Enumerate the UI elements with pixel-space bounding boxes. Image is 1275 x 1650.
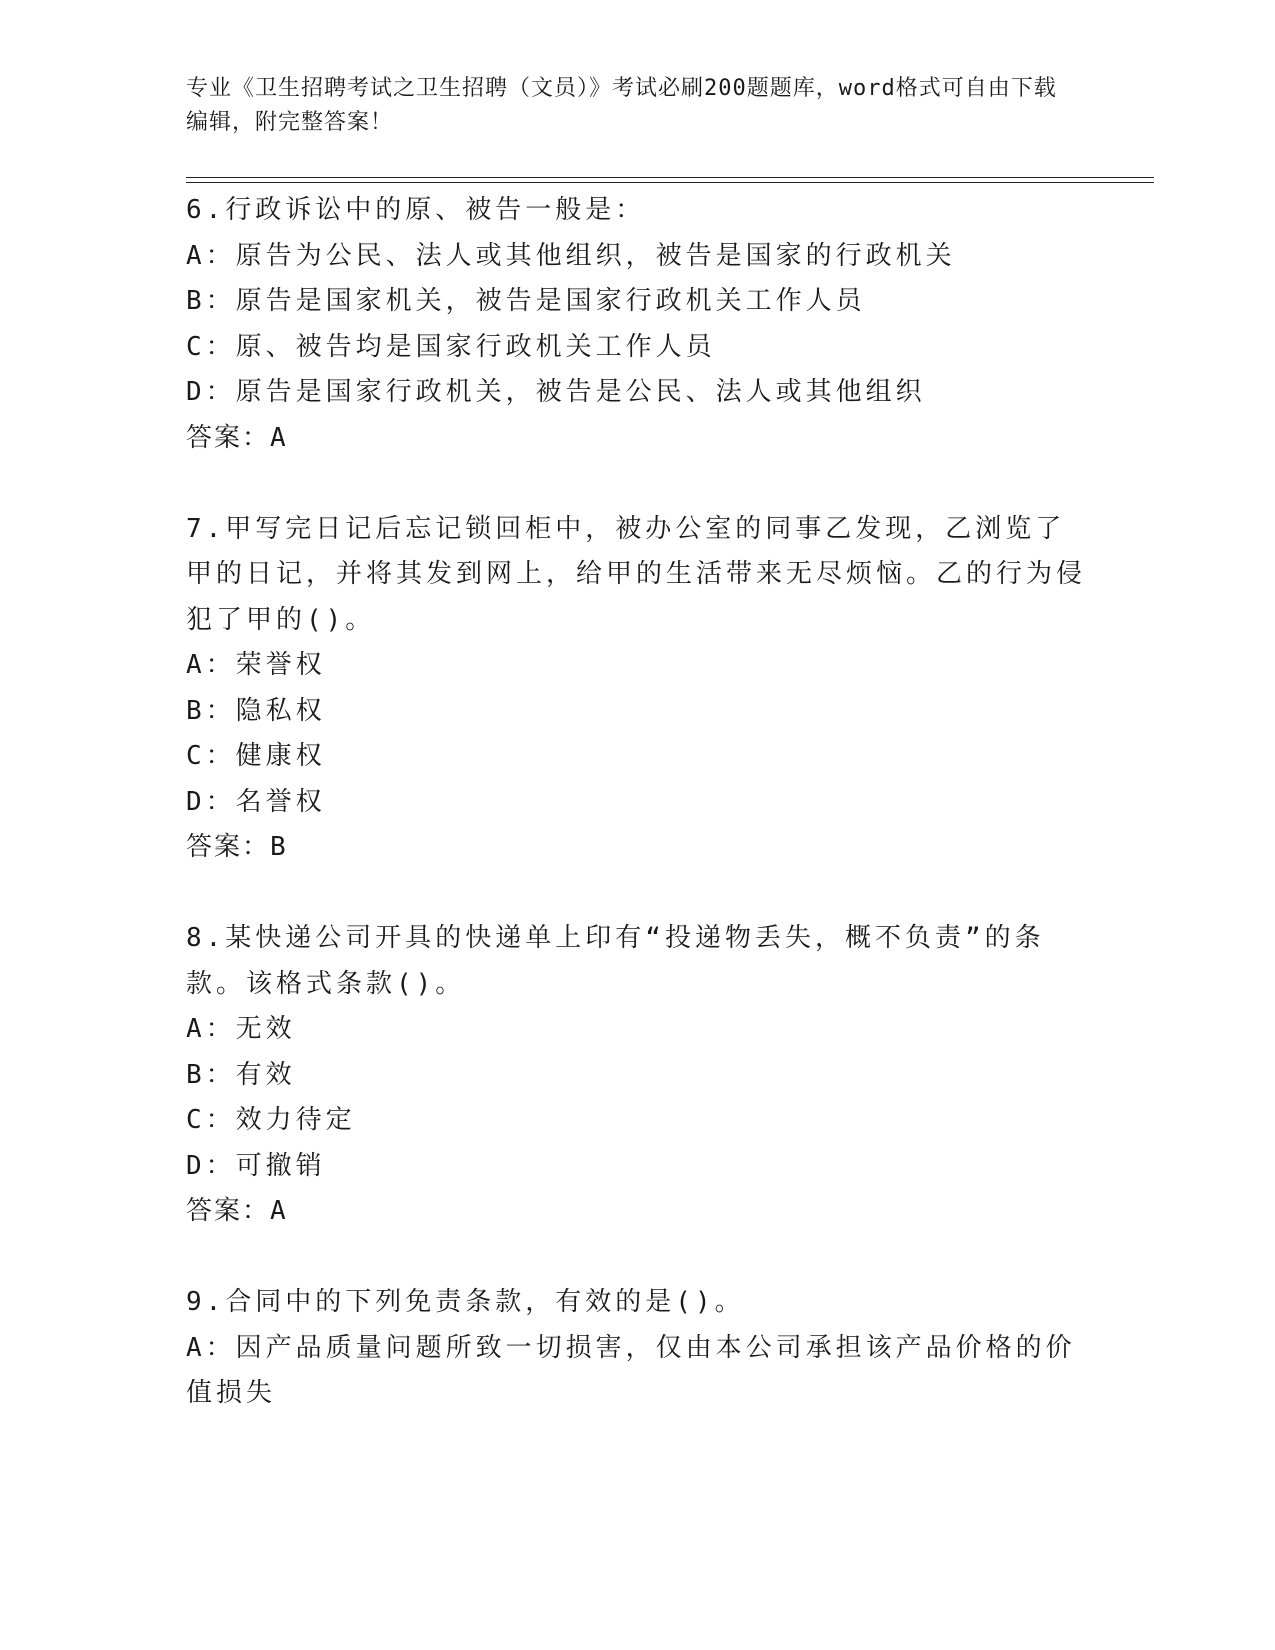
answer: 答案：A xyxy=(186,1196,288,1226)
question-9 xyxy=(186,1280,1086,1417)
spacer xyxy=(186,871,1086,917)
option-c: C：健康权 xyxy=(186,741,326,771)
spacer xyxy=(186,1235,1086,1281)
option-a: A：荣誉权 xyxy=(186,650,326,680)
option-b: B：隐私权 xyxy=(186,695,326,726)
option-d: D：可撤销 xyxy=(186,1150,326,1181)
option-d: D：原告是国家行政机关，被告是公民、法人或其他组织 xyxy=(186,377,926,407)
question-list xyxy=(186,188,1086,1417)
option-a: A：因产品质量问题所致一切损害，仅由本公司承担该产品价格的价值损失 xyxy=(186,1332,1076,1408)
header-divider xyxy=(186,177,1154,183)
option-b: B：原告是国家机关，被告是国家行政机关工作人员 xyxy=(186,286,866,316)
option-a: A：原告为公民、法人或其他组织，被告是国家的行政机关 xyxy=(186,240,956,271)
question-stem: 6.行政诉讼中的原、被告一般是： xyxy=(186,195,646,225)
question-stem: 8.某快递公司开具的快递单上印有“投递物丢失，概不负责”的条款。该格式条款()。 xyxy=(186,923,1045,999)
question-7 xyxy=(186,507,1086,871)
answer: 答案：A xyxy=(186,422,288,453)
option-c: C：效力待定 xyxy=(186,1105,356,1135)
document-header: 专业《卫生招聘考试之卫生招聘（文员）》考试必刷200题题库，word格式可自由下载编辑，附完整答案！ xyxy=(186,76,1057,135)
question-8 xyxy=(186,916,1086,1235)
question-6 xyxy=(186,188,1086,461)
spacer xyxy=(186,461,1086,507)
option-c: C：原、被告均是国家行政机关工作人员 xyxy=(186,331,716,362)
option-a: A：无效 xyxy=(186,1014,296,1044)
question-stem: 9.合同中的下列免责条款，有效的是()。 xyxy=(186,1287,745,1317)
option-b: B：有效 xyxy=(186,1059,296,1090)
option-d: D：名誉权 xyxy=(186,786,326,817)
question-stem: 7.甲写完日记后忘记锁回柜中，被办公室的同事乙发现，乙浏览了甲的日记，并将其发到网上，给甲的生活带来无尽烦恼。乙的行为侵犯了甲的()。 xyxy=(186,513,1087,635)
answer: 答案：B xyxy=(186,832,288,862)
